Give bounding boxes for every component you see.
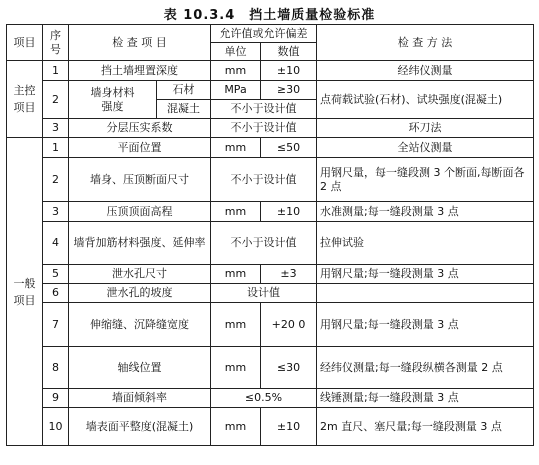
row-no: 2 <box>43 158 69 202</box>
row-item: 压顶顶面高程 <box>69 202 211 222</box>
row-subitem: 石材 <box>157 81 211 100</box>
row-no: 1 <box>43 138 69 158</box>
row-no: 3 <box>43 202 69 222</box>
row-value: 不小于设计值 <box>211 100 317 119</box>
header-allowed: 允许值或允许偏差 <box>211 25 317 43</box>
row-method: 经纬仪测量 <box>317 61 534 81</box>
header-check-item: 检 查 项 目 <box>69 25 211 61</box>
row-value: ≤50 <box>261 138 317 158</box>
row-unit: mm <box>211 138 261 158</box>
row-value: ±10 <box>261 202 317 222</box>
row-method: 2m 直尺、塞尺量;每一缝段测量 3 点 <box>317 408 534 446</box>
row-item: 泄水孔尺寸 <box>69 265 211 284</box>
row-no: 7 <box>43 303 69 347</box>
row-item: 墙表面平整度(混凝土) <box>69 408 211 446</box>
row-value: ≤0.5% <box>211 389 317 408</box>
row-value: ≥30 <box>261 81 317 100</box>
row-value: 设计值 <box>211 284 317 303</box>
row-no: 6 <box>43 284 69 303</box>
row-value: 不小于设计值 <box>211 158 317 202</box>
row-item: 平面位置 <box>69 138 211 158</box>
row-item <box>69 81 157 119</box>
row-method: 用钢尺量;每一缝段测量 3 点 <box>317 303 534 347</box>
row-no: 2 <box>43 81 69 119</box>
row-method: 线锤测量;每一缝段测量 3 点 <box>317 389 534 408</box>
row-item: 轴线位置 <box>69 347 211 389</box>
table-title: 表 10.3.4 挡土墙质量检验标准 <box>163 8 376 23</box>
row-item-line: 强度 <box>101 99 124 113</box>
header-item: 项目 <box>7 25 43 61</box>
row-method <box>317 284 534 303</box>
group-main: 主控项目 <box>7 61 43 138</box>
row-item: 泄水孔的坡度 <box>69 284 211 303</box>
row-no: 10 <box>43 408 69 446</box>
row-unit: MPa <box>211 81 261 100</box>
row-no: 4 <box>43 222 69 265</box>
row-unit: mm <box>211 408 261 446</box>
row-no: 9 <box>43 389 69 408</box>
row-subitem: 混凝土 <box>157 100 211 119</box>
row-method: 用钢尺量;每一缝段测量 3 点 <box>317 265 534 284</box>
row-value: +20 0 <box>261 303 317 347</box>
row-no: 3 <box>43 119 69 138</box>
row-unit: mm <box>211 347 261 389</box>
row-method: 点荷载试验(石材)、试块强度(混凝土) <box>317 81 534 119</box>
row-item: 墙面倾斜率 <box>69 389 211 408</box>
row-method: 经纬仪测量;每一缝段纵横各测量 2 点 <box>317 347 534 389</box>
row-unit: mm <box>211 303 261 347</box>
row-value: ±10 <box>261 61 317 81</box>
row-value: 不小于设计值 <box>211 222 317 265</box>
row-no: 8 <box>43 347 69 389</box>
quality-inspection-table <box>6 24 534 446</box>
row-unit: mm <box>211 61 261 81</box>
row-item-line: 墙身材料 <box>90 85 135 99</box>
row-item: 挡土墙埋置深度 <box>69 61 211 81</box>
row-method: 用钢尺量，每一缝段测 3 个断面,每断面各 2 点 <box>317 158 534 202</box>
header-value: 数值 <box>261 43 317 61</box>
row-value: ±10 <box>261 408 317 446</box>
row-method: 水准测量;每一缝段测量 3 点 <box>317 202 534 222</box>
row-item: 墙身、压顶断面尺寸 <box>69 158 211 202</box>
row-value: ≤30 <box>261 347 317 389</box>
group-general: 一般项目 <box>7 138 43 446</box>
row-item: 分层压实系数 <box>69 119 211 138</box>
row-value: ±3 <box>261 265 317 284</box>
row-item: 墙背加筋材料强度、延伸率 <box>69 222 211 265</box>
row-no: 5 <box>43 265 69 284</box>
header-method: 检 查 方 法 <box>317 25 534 61</box>
row-method: 拉伸试验 <box>317 222 534 265</box>
row-item: 伸缩缝、沉降缝宽度 <box>69 303 211 347</box>
row-unit: mm <box>211 202 261 222</box>
row-method: 环刀法 <box>317 119 534 138</box>
header-seq: 序号 <box>43 25 69 61</box>
header-unit: 单位 <box>211 43 261 61</box>
row-method: 全站仪测量 <box>317 138 534 158</box>
row-unit: mm <box>211 265 261 284</box>
row-no: 1 <box>43 61 69 81</box>
row-value: 不小于设计值 <box>211 119 317 138</box>
